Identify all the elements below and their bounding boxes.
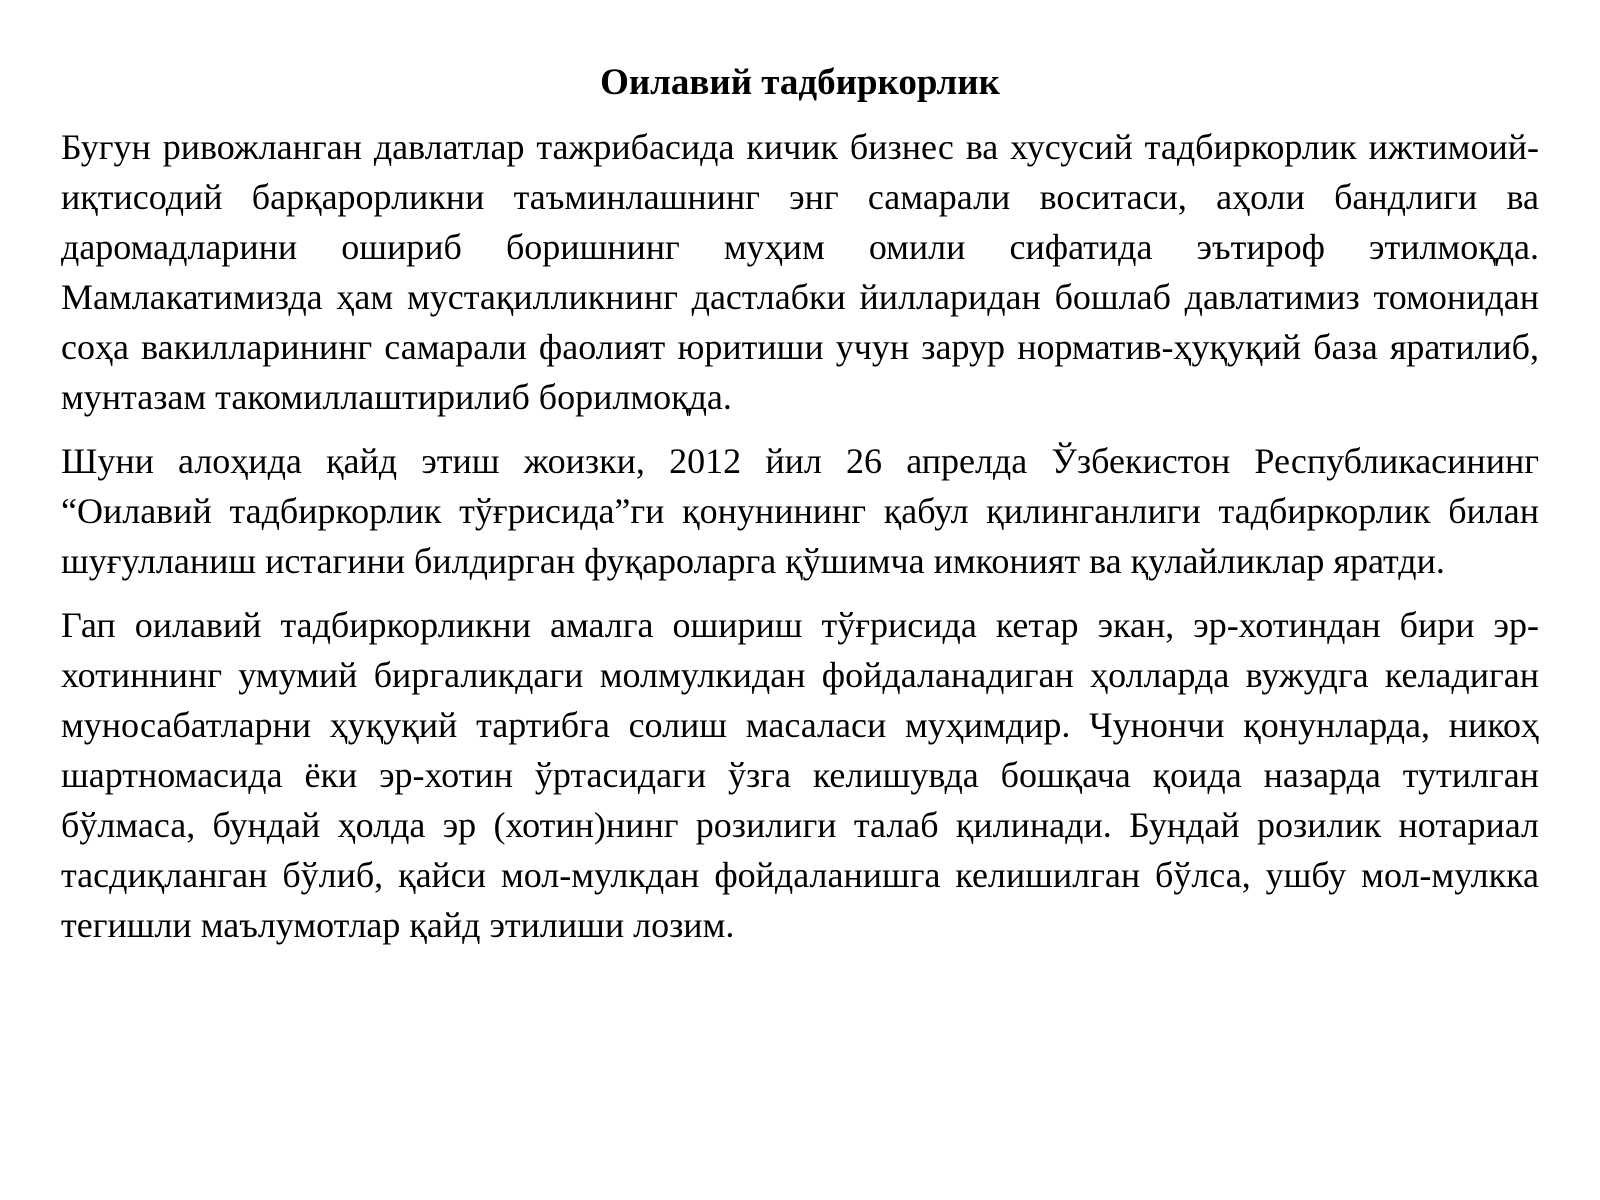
document-title: Оилавий тадбиркорлик bbox=[600, 62, 1000, 103]
paragraph-3: Гап оилавий тадбиркорликни амалга ошириш тўғрисида кетар экан, эр-хотиндан бири эр-хотиннинг умумий биргаликдаги молмулкидан фойдаланадиган ҳолларда вужудга келадиган муносабатларни ҳуқуқий тартибга солиш масаласи муҳимдир. Чунончи қонунларда, никоҳ шартномасида ёки эр-хотин ўртасидаги ўзга келишувда бошқача қоида назарда тутилган бўлмаса, бундай ҳолда эр (хотин)нинг розилиги талаб қилинади. Бундай розилик нотариал тасдиқланган бўлиб, қайси мол-мулкдан фойдаланишга келишилган бўлса, ушбу мол-мулкка тегишли маълумотлар қайд этилиши лозим. bbox=[61, 605, 1539, 945]
paragraph-1: Бугун ривожланган давлатлар тажрибасида кичик бизнес ва хусусий тадбиркорлик ижтимоий-иқтисодий барқарорликни таъминлашнинг энг самарали воситаси, аҳоли бандлиги ва даромадларини ошириб боришнинг муҳим омили сифатида эътироф этилмоқда. Мамлакатимизда ҳам мустақилликнинг дастлабки йилларидан бошлаб давлатимиз томонидан соҳа вакилларининг самарали фаолият юритиши учун зарур норматив-ҳуқуқий база яратилиб, мунтазам такомиллаштирилиб борилмоқда. bbox=[61, 127, 1539, 417]
paragraph-2: Шуни алоҳида қайд этиш жоизки, 2012 йил 26 апрелда Ўзбекистон Республикасининг “Оилавий тадбиркорлик тўғрисида”ги қонунининг қабул қилинганлиги тадбиркорлик билан шуғулланиш истагини билдирган фуқароларга қўшимча имконият ва қулайликлар яратди. bbox=[61, 441, 1539, 581]
